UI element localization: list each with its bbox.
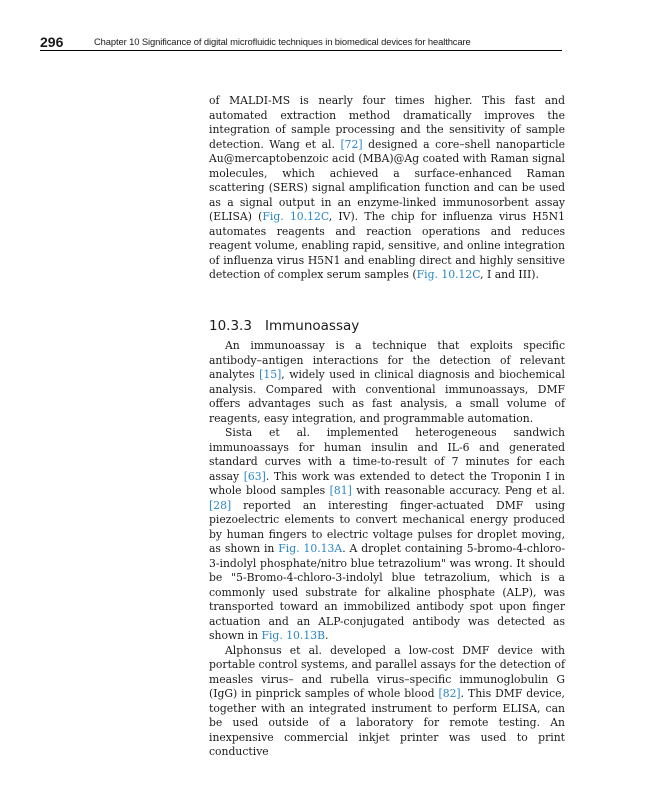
- text-run: .: [325, 629, 329, 642]
- body-block: [209, 339, 565, 760]
- text-run: with reasonable accuracy. Peng et al.: [351, 484, 565, 497]
- text-run: Sista et al. implemented heterogeneous sandwich immunoassays for human insulin and IL-6 and generated standard curves with a time-to-result of 7 minutes for each assay: [209, 426, 565, 483]
- citation-link[interactable]: [82]: [438, 687, 461, 700]
- text-run: , widely used in clinical diagnosis and biochemical analysis. Compared with conventional immunoassays, DMF offers advantages such as fast analysis, a small volume of reagents, easy integration, and programmable automation.: [209, 368, 565, 425]
- text-run: designed a core–shell nanoparticle Au@mercaptobenzoic acid (MBA)@Ag coated with Raman signal molecules, which achieved a surface-enhanced Raman scattering (SERS) signal amplification function and can be used as a signal output in an enzyme-linked immunosorbent assay (ELISA) (: [209, 137, 565, 223]
- text-run: reported an interesting finger-actuated DMF using piezoelectric elements to convert mechanical energy produced by human fingers to electric voltage pulses for droplet moving, as shown in: [209, 498, 565, 555]
- text-run: . This DMF device, together with an integrated instrument to perform ELISA, can be used outside of a laboratory for remote testing. An inexpensive commercial inkjet printer was used to print conductive: [209, 687, 565, 758]
- text-run: of MALDI-MS is nearly four times higher. This fast and automated extraction method dramatically improves the integration of sample processing and the sensitivity of sample detection. Wang et al.: [209, 94, 565, 151]
- page-number: 296: [40, 34, 64, 50]
- body-paragraph: [209, 644, 565, 760]
- section-title: Immunoassay: [265, 318, 360, 334]
- section-number: 10.3.3: [209, 318, 252, 334]
- intro-paragraph: [209, 94, 565, 283]
- text-run: , I and III).: [480, 268, 539, 281]
- header-rule: [40, 50, 562, 51]
- citation-link[interactable]: [72]: [340, 137, 363, 151]
- citation-link[interactable]: [81]: [329, 484, 352, 497]
- text-run: An immunoassay is a technique that exploits specific antibody–antigen interactions for the detection of relevant analytes: [209, 339, 565, 381]
- text-run: . This work was extended to detect the Troponin I in whole blood samples: [209, 469, 565, 497]
- text-run: , IV). The chip for influenza virus H5N1 automates reagents and reaction operations and reduces reagent volume, enabling rapid, sensitive, and online integration of influenza virus H5N1 and enabling direct and highly sensitive detection of complex serum samples (: [209, 210, 565, 281]
- figure-link[interactable]: Fig. 10.13A: [278, 542, 343, 555]
- citation-link[interactable]: [15]: [259, 368, 282, 381]
- citation-link[interactable]: [63]: [243, 469, 266, 483]
- page-header: [40, 33, 560, 49]
- citation-link[interactable]: [28]: [209, 498, 232, 512]
- figure-link[interactable]: Fig. 10.13B: [261, 629, 326, 642]
- section-heading: [209, 318, 565, 335]
- intro-block: [209, 94, 565, 283]
- text-run: . A droplet containing 5-bromo-4-chloro-3-indolyl phosphate/nitro blue tetrazolium" was wrong. It should be "5-Bromo-4-chloro-3-indolyl blue tetrazolium, which is a commonly used substrate for alkaline phosphate (ALP), was transported toward an immobilized antibody spot upon finger actuation and an ALP-conjugated antibody was detected as shown in: [209, 542, 565, 642]
- running-title: Chapter 10 Significance of digital microfluidic techniques in biomedical devices for healthcare: [94, 36, 471, 47]
- figure-link[interactable]: Fig. 10.12C: [262, 210, 329, 223]
- body-paragraph: [209, 339, 565, 426]
- figure-link[interactable]: Fig. 10.12C: [416, 268, 481, 281]
- text-run: Alphonsus et al. developed a low-cost DMF device with portable control systems, and parallel assays for the detection of measles virus– and rubella virus–specific immunoglobulin G (IgG) in pinprick samples of whole blood: [209, 643, 565, 700]
- body-paragraph: [209, 426, 565, 644]
